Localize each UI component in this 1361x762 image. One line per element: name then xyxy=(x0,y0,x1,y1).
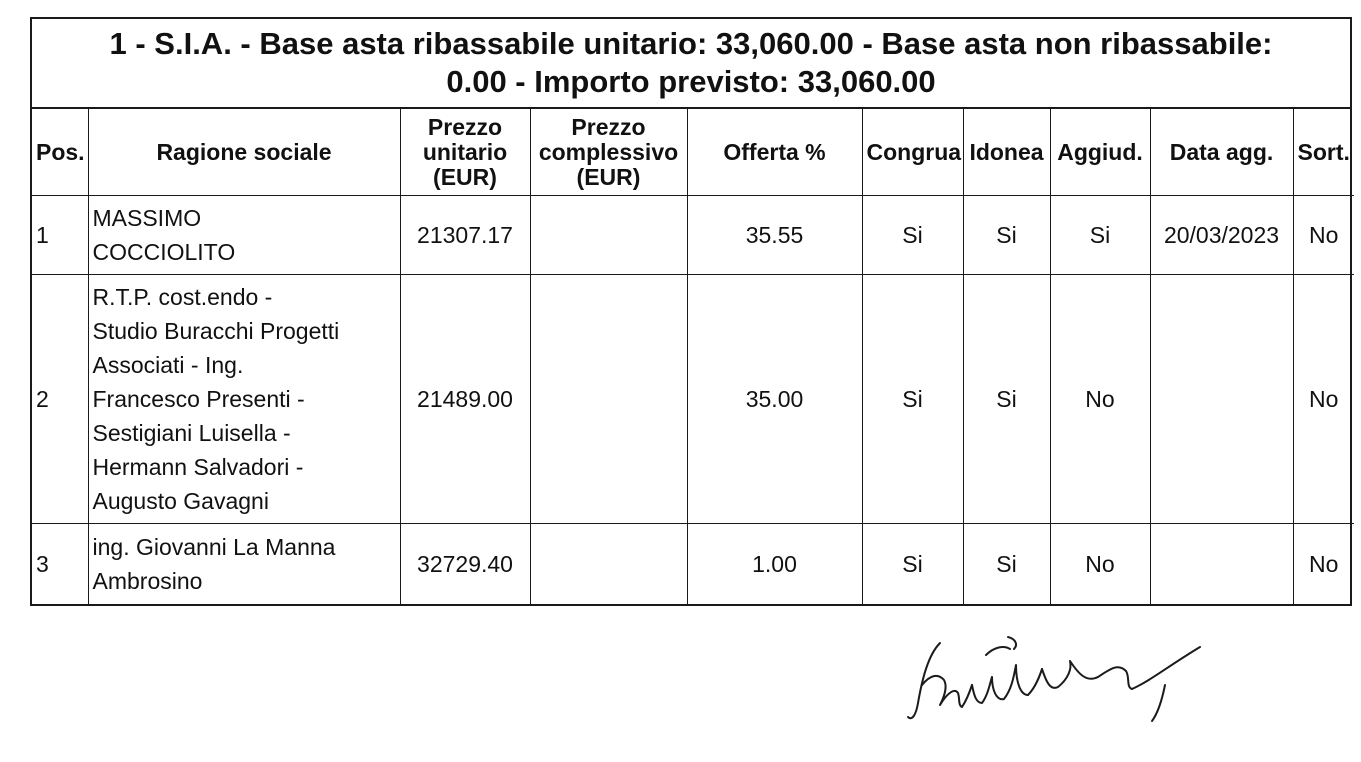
col-header-prezzo-unitario-line: Prezzo xyxy=(427,113,503,140)
cell-congrua: Si xyxy=(862,524,963,605)
auction-results-sheet xyxy=(30,17,1352,606)
cell-prezzo-complessivo xyxy=(530,196,687,275)
cell-pos: 1 xyxy=(32,196,88,275)
header-row xyxy=(32,109,1354,196)
cell-pos: 3 xyxy=(32,524,88,605)
cell-aggiud: No xyxy=(1050,275,1150,524)
col-header-prezzo-complessivo-line: Prezzo xyxy=(571,113,646,140)
col-header-prezzo-unitario-line: unitario xyxy=(422,138,508,165)
cell-aggiud: Si xyxy=(1050,196,1150,275)
col-header-data-agg: Data agg. xyxy=(1150,109,1293,196)
cell-prezzo-unitario: 21489.00 xyxy=(400,275,530,524)
cell-prezzo-complessivo xyxy=(530,524,687,605)
col-header-prezzo-unitario xyxy=(400,109,530,196)
cell-idonea: Si xyxy=(963,524,1050,605)
col-header-ragione-sociale: Ragione sociale xyxy=(88,109,400,196)
cell-idonea: Si xyxy=(963,196,1050,275)
cell-ragione-sociale-line: ing. Giovanni La Manna xyxy=(92,534,336,560)
lot-title xyxy=(32,19,1350,109)
cell-ragione-sociale xyxy=(88,524,400,605)
col-header-prezzo-complessivo-line: (EUR) xyxy=(576,163,641,190)
cell-ragione-sociale-line: R.T.P. cost.endo - xyxy=(92,284,273,310)
cell-data-agg xyxy=(1150,524,1293,605)
col-header-offerta: Offerta % xyxy=(687,109,862,196)
col-header-aggiud: Aggiud. xyxy=(1050,109,1150,196)
cell-ragione-sociale-line: Associati - Ing. xyxy=(92,352,244,378)
cell-ragione-sociale-line: Francesco Presenti - xyxy=(92,386,305,412)
table-row xyxy=(32,524,1354,605)
cell-sort: No xyxy=(1293,196,1354,275)
handwritten-signature xyxy=(900,625,1230,735)
cell-ragione-sociale-line: Sestigiani Luisella - xyxy=(92,420,291,446)
cell-ragione-sociale-line: Ambrosino xyxy=(92,568,203,594)
cell-ragione-sociale-line: Hermann Salvadori - xyxy=(92,454,304,480)
cell-congrua: Si xyxy=(862,275,963,524)
table-row xyxy=(32,196,1354,275)
col-header-pos: Pos. xyxy=(32,109,88,196)
lot-title-line-2: 0.00 - Importo previsto: 33,060.00 xyxy=(446,64,936,99)
cell-sort: No xyxy=(1293,524,1354,605)
col-header-idonea: Idonea xyxy=(963,109,1050,196)
cell-sort: No xyxy=(1293,275,1354,524)
offers-table xyxy=(32,109,1354,604)
cell-data-agg: 20/03/2023 xyxy=(1150,196,1293,275)
cell-prezzo-unitario: 32729.40 xyxy=(400,524,530,605)
cell-ragione-sociale-line: COCCIOLITO xyxy=(92,239,236,265)
table-row xyxy=(32,275,1354,524)
cell-prezzo-complessivo xyxy=(530,275,687,524)
cell-ragione-sociale-line: Studio Buracchi Progetti xyxy=(92,318,340,344)
cell-pos: 2 xyxy=(32,275,88,524)
col-header-congrua: Congrua xyxy=(862,109,963,196)
cell-offerta: 35.55 xyxy=(687,196,862,275)
cell-ragione-sociale xyxy=(88,196,400,275)
cell-offerta: 1.00 xyxy=(687,524,862,605)
cell-prezzo-unitario: 21307.17 xyxy=(400,196,530,275)
cell-ragione-sociale-line: MASSIMO xyxy=(92,205,202,231)
cell-ragione-sociale-line: Augusto Gavagni xyxy=(92,488,269,514)
cell-congrua: Si xyxy=(862,196,963,275)
cell-data-agg xyxy=(1150,275,1293,524)
col-header-prezzo-complessivo xyxy=(530,109,687,196)
lot-title-line-1: 1 - S.I.A. - Base asta ribassabile unitario: 33,060.00 - Base asta non ribassabile: xyxy=(109,26,1273,61)
cell-ragione-sociale xyxy=(88,275,400,524)
col-header-sort: Sort. xyxy=(1293,109,1354,196)
col-header-prezzo-complessivo-line: complessivo xyxy=(538,138,679,165)
cell-aggiud: No xyxy=(1050,524,1150,605)
cell-idonea: Si xyxy=(963,275,1050,524)
cell-offerta: 35.00 xyxy=(687,275,862,524)
col-header-prezzo-unitario-line: (EUR) xyxy=(433,163,497,190)
